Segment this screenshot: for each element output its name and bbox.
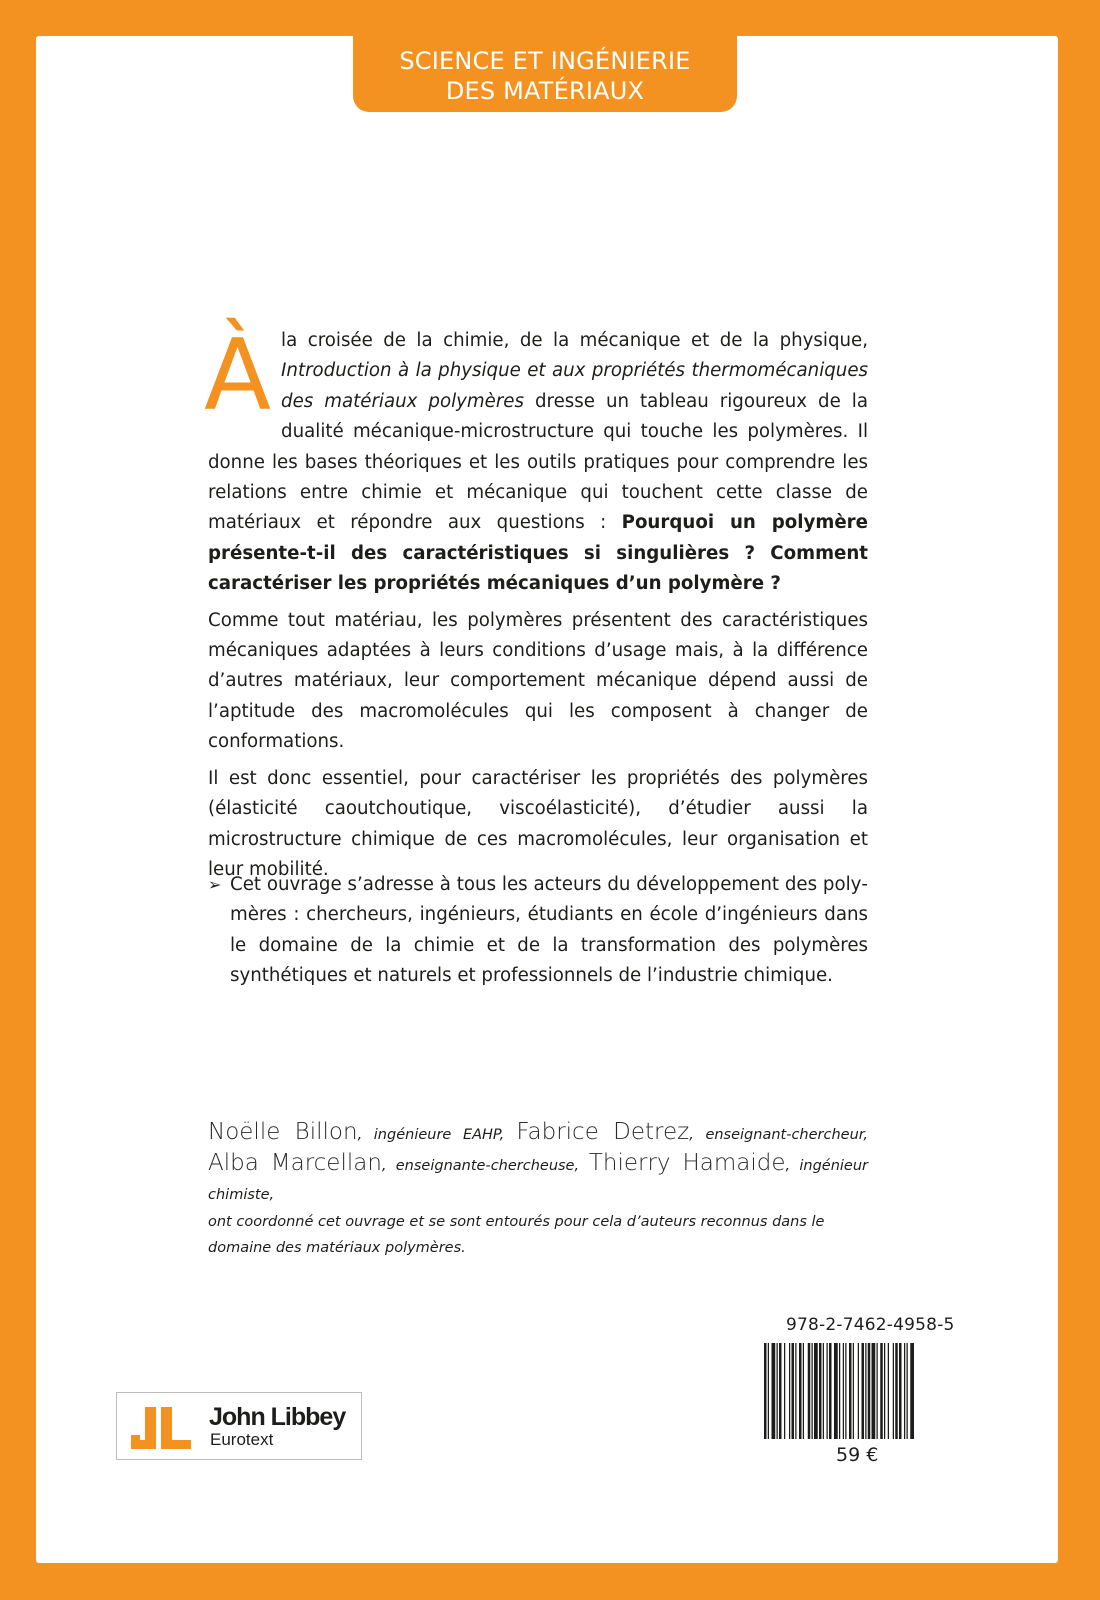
publisher-name: John Libbey: [209, 1403, 346, 1431]
description-paragraph-1: [204, 319, 868, 600]
publisher-imprint: Eurotext: [210, 1430, 274, 1449]
author-role: , ingénieure EAHP,: [357, 1127, 505, 1143]
authors-block: [208, 1118, 868, 1261]
description-paragraph-3: Il est donc essentiel, pour caractériser les propriétés des polymères (élasticité caoutchoutique, viscoélasticité), d’étudier aussi la microstructure chimique de ces macromolécules, leur organisation et leur mobilité.: [208, 767, 868, 880]
series-title-line-1: SCIENCE ET INGÉNIERIE: [399, 47, 691, 75]
price-label: 59 €: [836, 1444, 879, 1466]
audience-note: [208, 870, 868, 992]
author-name: Noëlle Billon: [208, 1119, 358, 1145]
author-role: , enseignant-chercheur,: [689, 1127, 868, 1143]
publisher-logo: [116, 1392, 362, 1460]
author-name: Fabrice Detrez: [516, 1119, 690, 1145]
author-name: Alba Marcellan: [208, 1150, 382, 1176]
description-paragraph-2: Comme tout matériau, les polymères présentent des caractéristiques mécaniques adaptées à leurs conditions d’usage mais, à la différence d’autres matériaux, leur comportement mécanique dépend aussi de l’aptitude des macromolécules qui les composent à changer de conformations.: [208, 609, 868, 753]
barcode-icon: [762, 1343, 962, 1439]
audience-text: Cet ouvrage s’adresse à tous les acteurs du développement des polymères : chercheurs, ingénieurs, étudiants en école d’ingénieurs dans le domaine de la chimie et de la transformation des polymères synthétiques et naturels et professionnels de l’industrie chimique.: [230, 874, 868, 987]
jl-logo-mark-icon: [131, 1407, 197, 1449]
description-intro: la croisée de la chimie, de la mécanique et de la physique,: [281, 330, 868, 351]
drop-cap-letter: À: [204, 319, 272, 433]
author-name: Thierry Hamaide: [588, 1150, 786, 1176]
isbn-number: 978-2-7462-4958-5: [786, 1315, 955, 1335]
author-role: , enseignante-chercheuse,: [381, 1158, 580, 1174]
book-description: [204, 319, 868, 891]
author-role: , ingénieur chimiste,: [208, 1158, 868, 1203]
book-title-reference: Introduction à la physique et aux propriétés thermomécaniques des matériaux polymères: [281, 360, 868, 412]
authors-note: ont coordonné cet ouvrage et se sont entourés pour cela d’auteurs reconnus dans le domaine des matériaux polymères.: [208, 1214, 825, 1256]
series-banner: [353, 36, 737, 112]
key-questions: Pourquoi un polymère présente-t-il des caractéristiques si singulières ? Comment caractériser les propriétés mécaniques d’un polymère ?: [208, 512, 868, 595]
arrow-bullet-icon: ➢: [208, 875, 222, 894]
description-body: dresse un tableau rigoureux de la dualité mécanique-microstructure qui touche les polymères. Il donne les bases théoriques et les outils pratiques pour comprendre les relations entre chimie et mécanique qui touchent cette classe de matériaux et répondre aux questions :: [208, 390, 868, 534]
series-title-line-2: DES MATÉRIAUX: [445, 77, 645, 105]
